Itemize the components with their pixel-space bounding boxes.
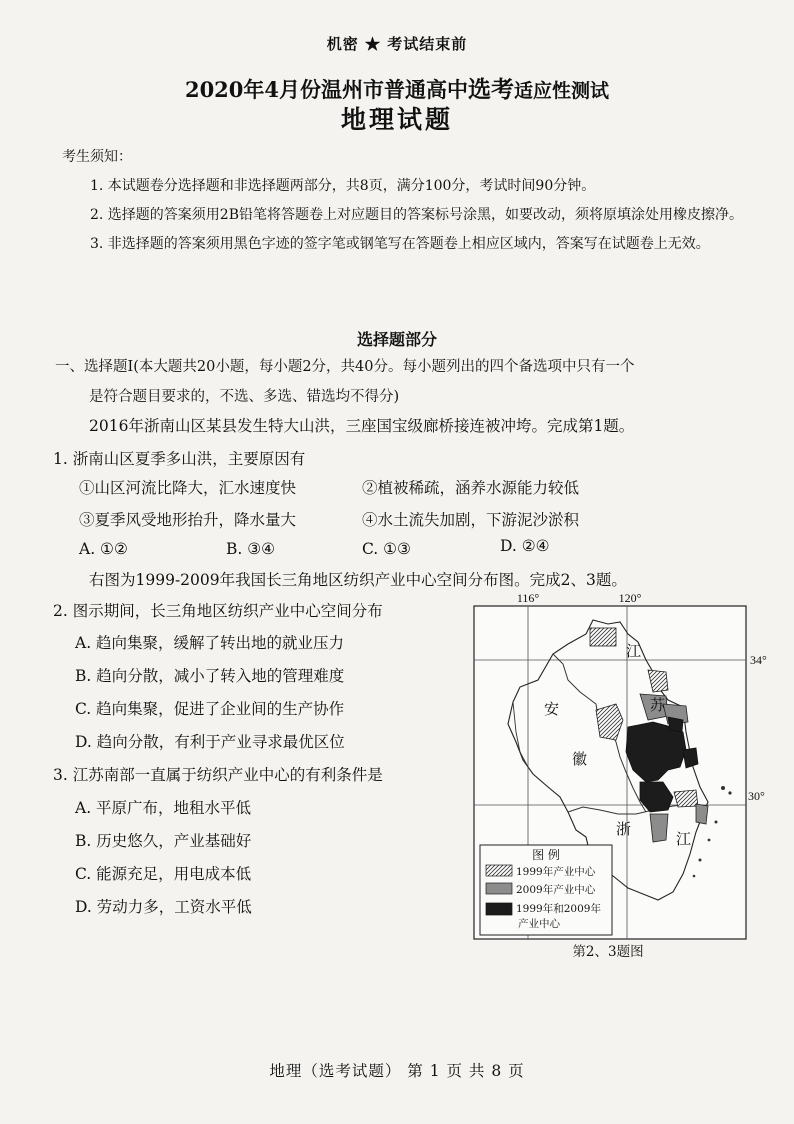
subject-title: 地理试题	[340, 105, 453, 134]
legend-label-1999: 1999年产业中心	[516, 866, 596, 878]
question-3-stem: 3. 江苏南部一直属于纺织产业中心的有利条件是	[53, 766, 383, 784]
q1-statement-3: ③夏季风受地形抬升，降水量大	[79, 511, 297, 529]
legend-label-2009: 2009年产业中心	[516, 884, 596, 896]
lon-label-116: 116°	[516, 592, 540, 605]
note-item: 3. 非选择题的答案须用黑色字迹的签字笔或钢笔写在答题卷上相应区域内，答案写在试题卷上无效。	[90, 236, 710, 252]
exam-notes	[62, 143, 752, 259]
lat-label-30: 30°	[748, 789, 765, 803]
q2-option-b: B. 趋向分散，减小了转入地的管理难度	[75, 667, 345, 685]
center-2009-coast	[696, 804, 708, 824]
figure-caption: 第2、3题图	[572, 944, 644, 960]
legend-swatch-1999	[486, 865, 512, 876]
section-instruction: 一、选择题Ⅰ(本大题共20小题，每小题2分，共40分。每小题列出的四个备选项中只有一个	[55, 359, 635, 375]
center-both-nantong	[668, 717, 683, 732]
question-2-stem: 2. 图示期间，长三角地区纺织产业中心空间分布	[53, 602, 383, 620]
label-hui: 徽	[572, 750, 588, 768]
legend-swatch-both	[486, 903, 512, 915]
textile-industry-map	[468, 592, 778, 962]
center-2009-south	[650, 814, 668, 842]
center-both-shanghai	[683, 748, 698, 768]
context-text-2: 右图为1999-2009年我国长三角地区纺织产业中心空间分布图。完成2、3题。	[89, 571, 627, 589]
center-1999-xuzhou	[590, 628, 616, 646]
center-1999-ningbo	[674, 790, 698, 807]
label-jiang-2: 江	[676, 830, 692, 848]
context-text-1: 2016年浙南山区某县发生特大山洪，三座国宝级廊桥接连被冲垮。完成第1题。	[89, 417, 635, 435]
q2-option-d: D. 趋向分散，有利于产业寻求最优区位	[75, 733, 345, 751]
legend-swatch-2009	[486, 883, 512, 894]
question-1-stem: 1. 浙南山区夏季多山洪，主要原因有	[53, 450, 306, 468]
map-svg	[468, 592, 778, 962]
notes-heading: 考生须知：	[62, 149, 132, 165]
q3-option-c: C. 能源充足，用电成本低	[75, 865, 252, 883]
q1-option-b: B. ③④	[226, 540, 276, 558]
lon-label-120: 120°	[618, 592, 642, 605]
note-item: 1. 本试题卷分选择题和非选择题两部分，共8页，满分100分，考试时间90分钟。	[90, 178, 596, 194]
section-instruction-cont: 是符合题目要求的，不选、多选、错选均不得分)	[89, 389, 400, 405]
label-jiang-1: 江	[626, 642, 642, 660]
label-an: 安	[544, 700, 560, 718]
lat-label-34: 34°	[750, 653, 767, 667]
q1-option-d: D. ②④	[500, 537, 550, 555]
legend-label-both-cont: 产业中心	[518, 918, 560, 930]
label-su: 苏	[650, 696, 666, 714]
q1-statement-2: ②植被稀疏，涵养水源能力较低	[362, 479, 580, 497]
title-emphasis: 选考	[468, 76, 515, 103]
q1-statement-1: ①山区河流比降大，汇水速度快	[79, 479, 297, 497]
q2-option-a: A. 趋向集聚，缓解了转出地的就业压力	[75, 634, 345, 652]
q3-option-b: B. 历史悠久，产业基础好	[75, 832, 252, 850]
q3-option-d: D. 劳动力多，工资水平低	[75, 898, 252, 916]
q1-statement-4: ④水土流失加剧，下游泥沙淤积	[362, 511, 580, 529]
title-part1: 2020年4月份温州市普通高中	[184, 77, 469, 102]
page-footer: 地理（选考试题） 第 1 页 共 8 页	[269, 1062, 525, 1080]
confidential-mark: 机密 ★ 考试结束前	[326, 35, 468, 53]
note-item: 2. 选择题的答案须用2B铅笔将答题卷上对应题目的答案标号涂黑，如要改动，须将原填涂处用橡皮擦净。	[90, 207, 744, 223]
legend-title: 图 例	[532, 848, 560, 862]
q3-option-a: A. 平原广布，地租水平低	[75, 799, 252, 817]
q1-option-c: C. ①③	[362, 540, 411, 558]
title-part2: 适应性测试	[514, 80, 610, 102]
legend-label-both: 1999年和2009年	[516, 903, 601, 915]
label-zhe: 浙	[616, 820, 632, 838]
q2-option-c: C. 趋向集聚，促进了企业间的生产协作	[75, 700, 345, 718]
q1-option-a: A. ①②	[79, 540, 128, 558]
section-title: 选择题部分	[356, 330, 437, 349]
